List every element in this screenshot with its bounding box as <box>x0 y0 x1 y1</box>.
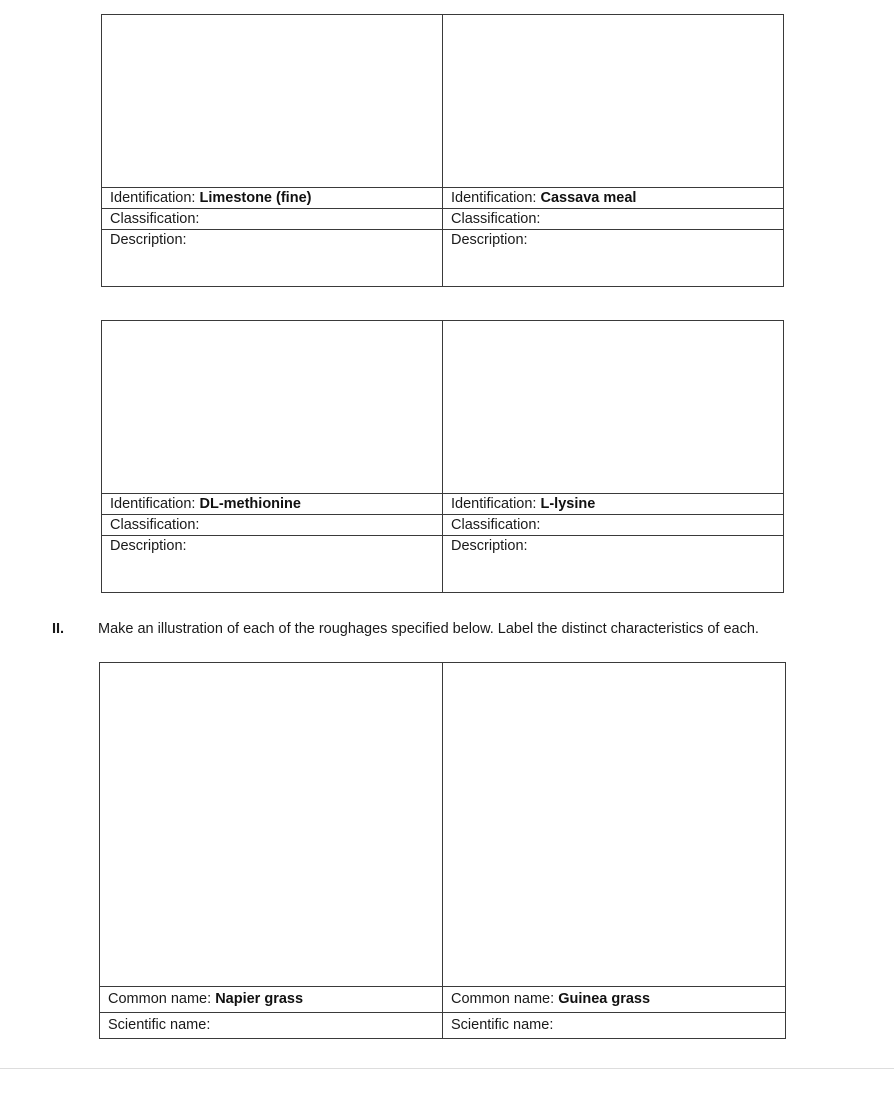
classification-label: Classification: <box>110 516 200 533</box>
classification-label: Classification: <box>451 516 541 533</box>
page-bottom-divider <box>0 1068 894 1069</box>
common-name-label: Common name: <box>108 991 212 1008</box>
classification-cell <box>443 515 784 536</box>
description-label: Description: <box>451 538 528 554</box>
illustration-box-dl-methionine <box>102 321 443 494</box>
common-name-cell <box>443 987 786 1013</box>
identification-cell <box>102 188 443 209</box>
scientific-name-label: Scientific name: <box>108 1017 211 1034</box>
description-cell <box>443 536 784 593</box>
classification-label: Classification: <box>110 210 200 227</box>
scientific-name-cell <box>100 1013 443 1039</box>
scientific-name-label: Scientific name: <box>451 1017 554 1034</box>
roughage-table <box>99 662 786 1039</box>
illustration-box-limestone <box>102 15 443 188</box>
section-instruction <box>0 621 894 641</box>
feed-table-2 <box>101 320 784 593</box>
description-label: Description: <box>110 538 187 554</box>
classification-cell <box>102 209 443 230</box>
common-name-label: Common name: <box>451 991 555 1008</box>
common-name-value: Napier grass <box>215 991 304 1008</box>
identification-cell <box>443 188 784 209</box>
identification-value: Cassava meal <box>540 189 637 206</box>
illustration-box-guinea-grass <box>443 663 786 987</box>
classification-cell <box>443 209 784 230</box>
classification-cell <box>102 515 443 536</box>
section-number: II. <box>52 621 65 637</box>
common-name-cell <box>100 987 443 1013</box>
description-cell <box>102 230 443 287</box>
feed-table-1 <box>101 14 784 287</box>
classification-label: Classification: <box>451 210 541 227</box>
identification-cell <box>443 494 784 515</box>
description-label: Description: <box>110 232 187 248</box>
identification-label: Identification: <box>110 189 196 206</box>
identification-cell <box>102 494 443 515</box>
illustration-box-cassava-meal <box>443 15 784 188</box>
illustration-box-napier-grass <box>100 663 443 987</box>
identification-label: Identification: <box>451 189 537 206</box>
description-label: Description: <box>451 232 528 248</box>
illustration-box-l-lysine <box>443 321 784 494</box>
description-cell <box>102 536 443 593</box>
identification-label: Identification: <box>110 495 196 512</box>
section-instruction-text: Make an illustration of each of the roughages specified below. Label the distinct characteristics of each. <box>98 621 759 637</box>
description-cell <box>443 230 784 287</box>
identification-value: DL-methionine <box>199 495 301 512</box>
identification-value: Limestone (fine) <box>199 189 312 206</box>
identification-value: L-lysine <box>540 495 596 512</box>
identification-label: Identification: <box>451 495 537 512</box>
scientific-name-cell <box>443 1013 786 1039</box>
common-name-value: Guinea grass <box>558 991 651 1008</box>
